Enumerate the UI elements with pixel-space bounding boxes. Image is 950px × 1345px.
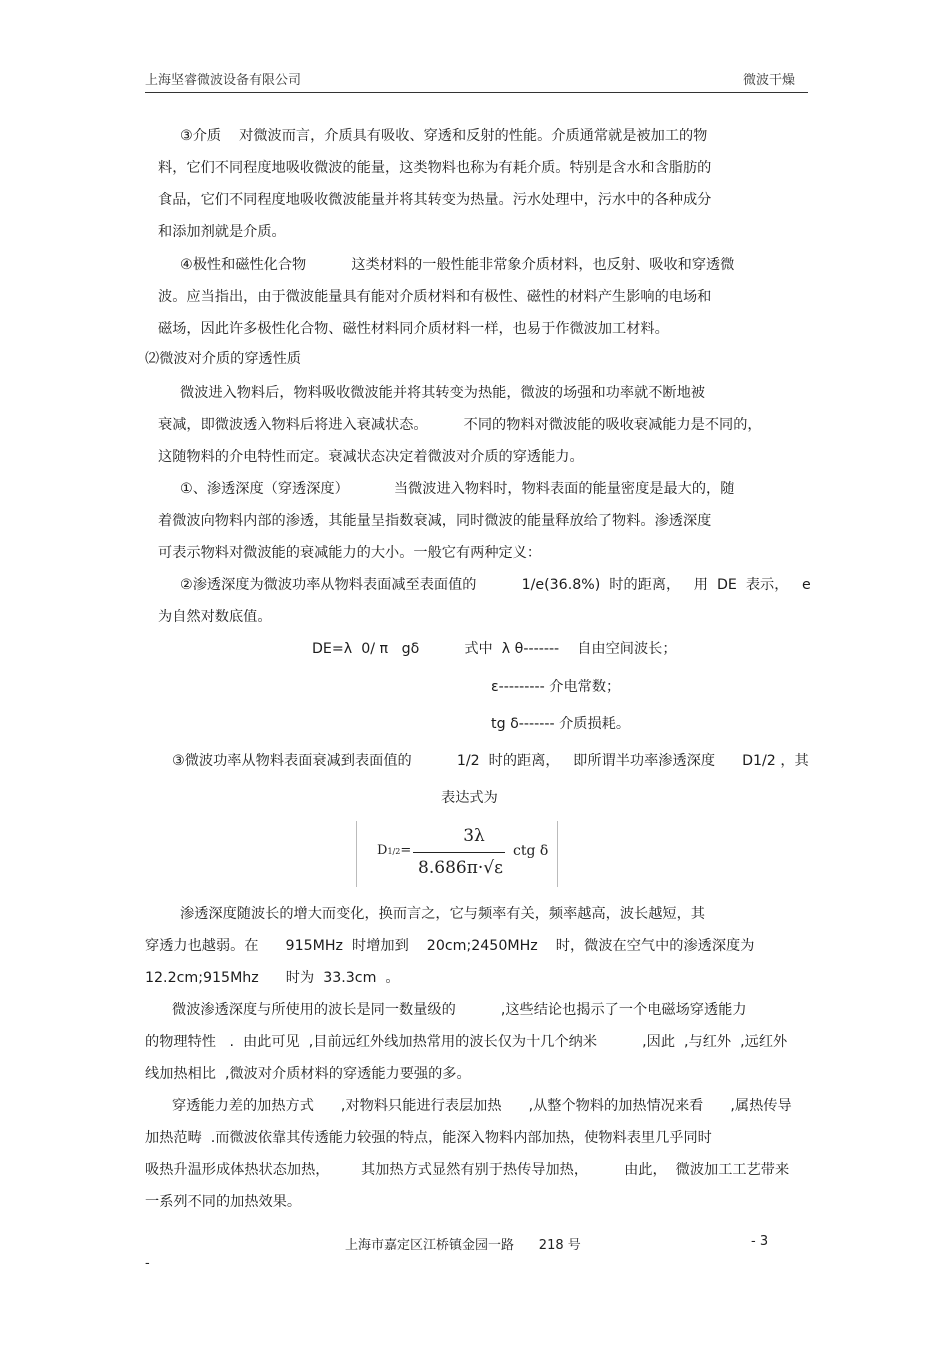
fraction-bar (413, 852, 505, 853)
header-rule (145, 92, 808, 93)
body-line: 的物理特性 . 由此可见 ,目前远红外线加热常用的波长仅为十几个纳米 ,因此 ,与红外 ,远红外 (145, 1034, 788, 1050)
body-line: 可表示物料对微波能的衰减能力的大小。一般它有两种定义： (158, 545, 542, 561)
body-line: 穿透能力差的加热方式 ,对物料只能进行表层加热 ,从整个物料的加热情况来看 ,属热传导 (172, 1098, 792, 1114)
footer-address: 上海市嘉定区江桥镇金园一路 218 号 (345, 1238, 581, 1253)
body-line: 为自然对数底值。 (158, 609, 272, 625)
body-line: 着微波向物料内部的渗透，其能量呈指数衰减，同时微波的能量释放给了物料。渗透深度 (158, 513, 712, 529)
body-line: ①、渗透深度（穿透深度） 当微波进入物料时，物料表面的能量密度是最大的，随 (180, 481, 735, 497)
body-line: 食品，它们不同程度地吸收微波能量并将其转变为热量。污水处理中，污水中的各种成分 (158, 192, 712, 208)
formula-line: ε--------- 介电常数； (491, 679, 621, 695)
section-heading: ⑵微波对介质的穿透性质 (145, 351, 302, 367)
body-line: 衰减，即微波透入物料后将进入衰减状态。 不同的物料对微波能的吸收衰减能力是不同的， (158, 417, 762, 433)
body-line: 微波渗透深度与所使用的波长是同一数量级的 ,这些结论也揭示了一个电磁场穿透能力 (172, 1002, 747, 1018)
body-line: 微波进入物料后，物料吸收微波能并将其转变为热能，微波的场强和功率就不断地被 (180, 385, 705, 401)
body-line: 波。应当指出，由于微波能量具有能对介质材料和有极性、磁性的材料产生影响的电场和 (158, 289, 712, 305)
body-line: 线加热相比 ,微波对介质材料的穿透能力要强的多。 (145, 1066, 471, 1082)
footer-mark: - (145, 1256, 150, 1271)
body-line: 这随物料的介电特性而定。衰减状态决定着微波对介质的穿透能力。 (158, 449, 584, 465)
body-line: 加热范畴 .而微波依靠其传透能力较强的特点，能深入物料内部加热，使物料表里几乎同时 (145, 1130, 712, 1146)
formula-rhs: ctg δ (513, 843, 549, 859)
page-number: - 3 (751, 1234, 769, 1249)
body-line: 一系列不同的加热效果。 (145, 1194, 302, 1210)
body-line: 吸热升温形成体热状态加热， 其加热方式显然有别于热传导加热， 由此， 微波加工工艺带来 (145, 1162, 790, 1178)
formula-line: tg δ------- 介质损耗。 (491, 716, 631, 732)
body-line: ③微波功率从物料表面衰减到表面值的 1/2 时的距离， 即所谓半功率渗透深度 D1/2 ，其 (172, 753, 809, 769)
formula-numerator: 3λ (463, 826, 485, 846)
formula-denominator: 8.686π·√ε (418, 858, 503, 878)
formula-lhs: D1/2= (377, 843, 412, 858)
body-line: 12.2cm;915Mhz 时为 33.3cm 。 (145, 970, 400, 986)
document-topic: 微波干燥 (743, 73, 796, 88)
body-line: 和添加剂就是介质。 (158, 224, 286, 240)
body-line: 料，它们不同程度地吸收微波的能量，这类物料也称为有耗介质。特别是含水和含脂肪的 (158, 160, 712, 176)
body-line: ④极性和磁性化合物 这类材料的一般性能非常象介质材料，也反射、吸收和穿透微 (180, 257, 735, 273)
company-name: 上海坚睿微波设备有限公司 (145, 73, 302, 88)
body-line: 穿透力也越弱。在 915MHz 时增加到 20cm;2450MHz 时，微波在空气中的渗透深度为 (145, 938, 755, 954)
body-line: 渗透深度随波长的增大而变化，换而言之，它与频率有关，频率越高，波长越短，其 (180, 906, 705, 922)
body-line: ③介质 对微波而言，介质具有吸收、穿透和反射的性能。介质通常就是被加工的物 (180, 128, 708, 144)
body-line: ②渗透深度为微波功率从物料表面减至表面值的 1/e(36.8%) 时的距离， 用 DE 表示， e (180, 577, 811, 593)
formula-line: DE=λ 0/ π gδ 式中 λ θ------- 自由空间波长； (312, 641, 677, 657)
half-power-depth-formula (356, 821, 558, 887)
body-line: 磁场，因此许多极性化合物、磁性材料同介质材料一样，也易于作微波加工材料。 (158, 321, 669, 337)
body-line: 表达式为 (441, 790, 498, 806)
